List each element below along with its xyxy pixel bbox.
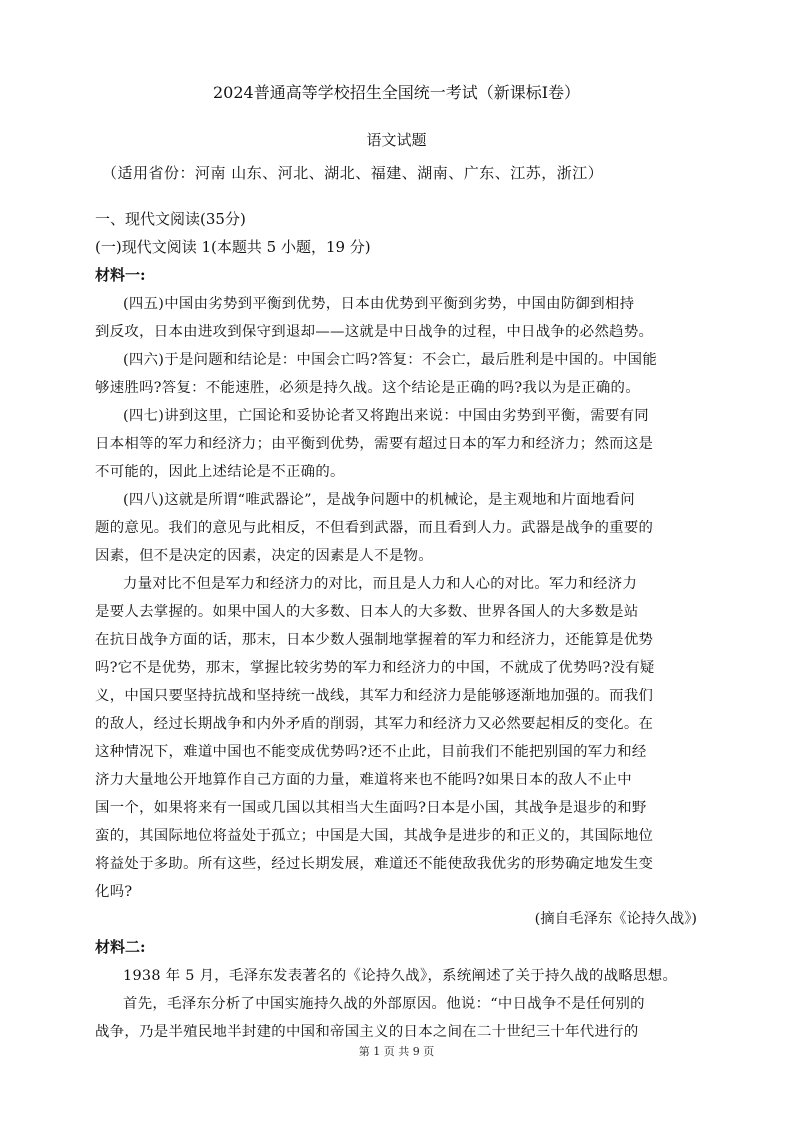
page-number: 第 1 页 共 9 页 <box>358 1045 435 1058</box>
text-line: (四八)这就是所谓“唯武器论”，是战争问题中的机械论，是主观地和片面地看问 <box>123 492 635 508</box>
text-line: 国一个，如果将来有一国或几国以其相当大生面吗?日本是小国，其战争是退步的和野 <box>95 800 647 816</box>
text-line: 这种情况下，难道中国也不能变成优势吗?还不止此，目前我们不能把别国的军力和经 <box>95 744 647 760</box>
text-line: 将益处于多助。所有这些，经过长期发展，难道还不能使敌我优劣的形势确定地发生变 <box>95 856 654 872</box>
text-line: 化吗? <box>95 884 133 900</box>
text-line: 义，中国只要坚持抗战和坚持统一战线，其军力和经济力是能够逐渐地加强的。而我们 <box>95 688 654 704</box>
material-1-source: (摘自毛泽东《论持久战》) <box>534 911 697 927</box>
text-line: 的敌人，经过长期战争和内外矛盾的削弱，其军力和经济力又必然要起相反的变化。在 <box>95 716 654 732</box>
text-line: 力量对比不但是军力和经济力的对比，而且是人力和人心的对比。军力和经济力 <box>123 576 638 592</box>
text-line: 是要人去掌握的。如果中国人的大多数、日本人的大多数、世界各国人的大多数是站 <box>95 604 639 620</box>
text-line: 在抗日战争方面的话，那末，日本少数人强制地掌握着的军力和经济力，还能算是优势 <box>95 632 654 648</box>
text-line: 1938 年 5 月，毛泽东发表著名的《论持久战》，系统阐述了关于持久战的战略思想。 <box>123 968 678 984</box>
section-heading-part1: 一、现代文阅读(35分) <box>95 210 246 228</box>
text-line: 日本相等的军力和经济力；由平衡到优势，需要有超过日本的军力和经济力；然而这是 <box>95 436 654 452</box>
text-line: 到反攻，日本由进攻到保守到退却——这就是中日战争的过程，中日战争的必然趋势。 <box>95 324 654 340</box>
text-line: 吗?它不是优势，那末，掌握比较劣势的军力和经济力的中国，不就成了优势吗?没有疑 <box>95 660 655 676</box>
section-heading-part1-1: (一)现代文阅读 1(本题共 5 小题，19 分) <box>95 238 371 256</box>
text-line: (四五)中国由劣势到平衡到优势，日本由优势到平衡到劣势，中国由防御到相持 <box>123 296 635 312</box>
subject-title: 语文试题 <box>366 131 427 149</box>
text-line: 题的意见。我们的意见与此相反，不但看到武器，而且看到人力。武器是战争的重要的 <box>95 520 654 536</box>
text-line: 济力大量地公开地算作自己方面的力量，难道将来也不能吗?如果日本的敌人不止中 <box>95 772 632 788</box>
material-2-label: 材料二: <box>95 938 146 956</box>
text-line: 够速胜吗?答复：不能速胜，必须是持久战。这个结论是正确的吗?我以为是正确的。 <box>95 380 640 396</box>
text-line: 因素，但不是决定的因素，决定的因素是人不是物。 <box>95 548 433 564</box>
applicable-provinces: （适用省份：河南 山东、河北、湖北、福建、湖南、广东、江苏，浙江） <box>102 164 604 182</box>
text-line: (四六)于是问题和结论是：中国会亡吗?答复：不会亡，最后胜利是中国的。中国能 <box>123 352 658 368</box>
material-1-label: 材料一: <box>95 266 146 284</box>
text-line: 蛮的，其国际地位将益处于孤立；中国是大国，其战争是进步的和正义的，其国际地位 <box>95 828 654 844</box>
text-line: 首先，毛泽东分析了中国实施持久战的外部原因。他说：“中日战争不是任何别的 <box>123 996 645 1012</box>
text-line: (四七)讲到这里，亡国论和妥协论者又将跑出来说：中国由劣势到平衡，需要有同 <box>123 408 650 424</box>
exam-title: 2024普通高等学校招生全国统一考试（新课标Ⅰ卷） <box>212 83 581 102</box>
text-line: 不可能的，因此上述结论是不正确的。 <box>95 464 345 480</box>
text-line: 战争，乃是半殖民地半封建的中国和帝国主义的日本之间在二十世纪三十年代进行的 <box>95 1024 639 1040</box>
